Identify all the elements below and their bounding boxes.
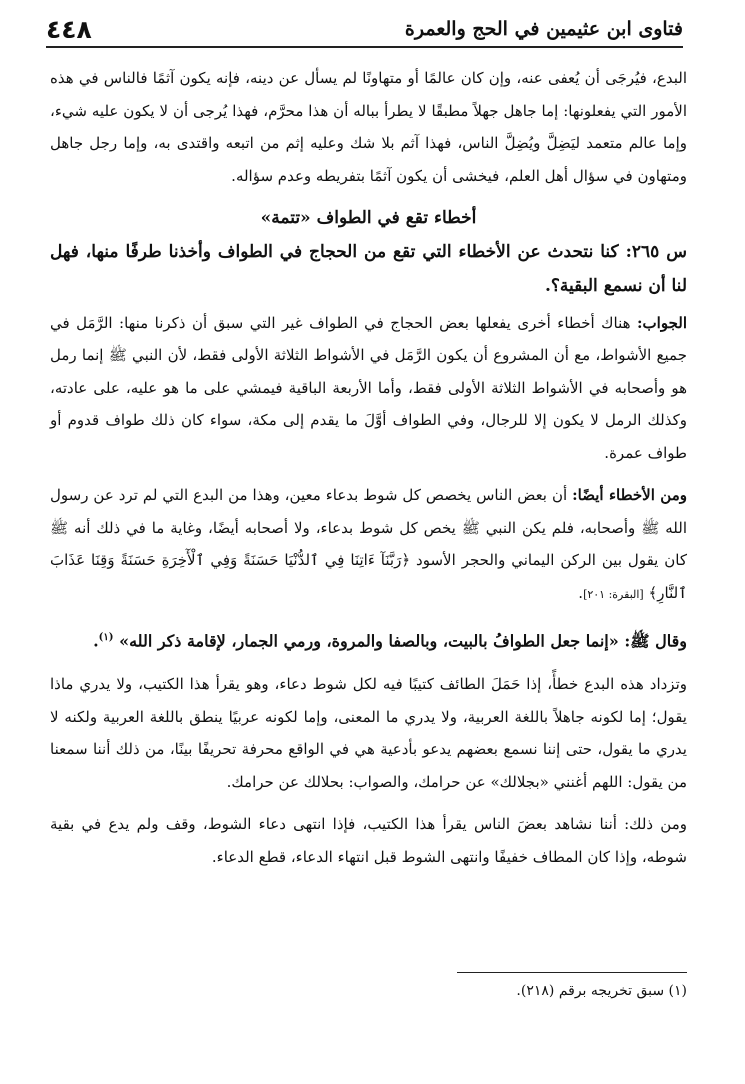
running-title: فتاوى ابن عثيمين في الحج والعمرة	[404, 18, 683, 40]
footnote: (١) سبق تخريجه برقم (٢١٨).	[516, 983, 687, 999]
question-paragraph	[50, 235, 687, 303]
question-label: س ٢٦٥:	[625, 241, 688, 262]
page-header	[46, 12, 683, 48]
hadith-text: «إنما جعل الطوافُ بالبيت، وبالصفا والمروة، ورمي الجمار، لإقامة ذكر الله»	[119, 631, 619, 651]
answer-label: الجواب:	[637, 313, 687, 332]
section-heading: أخطاء تقع في الطواف «تتمة»	[260, 208, 477, 228]
quran-verse: ﴿رَبَّنَآ ءَاتِنَا فِي ٱلدُّنْيَا حَسَنَةً وَفِي ٱلْأٓخِرَةِ حَسَنَةً وَقِنَا عَذَابَ ٱلنَّارِ﴾	[50, 551, 687, 602]
paragraph-booklet: وتزداد هذه البدع خطأً، إذا حَمَلَ الطائف كتيبًا فيه لكل شوط دعاء، وهو يقرأ هذا الكتيب، ولا يدري ماذا يقول؛ إما لكونه جاهلاً باللغة العربية، ولا يدري ما المعنى، وإما لكونه عربيًا ينطق باللغة العربية ولكنه لا يدري ما يقول، حتى إننا نسمع بعضهم يدعو بأدعية هي في الواقع محرفة تحريفًا بينًا، من ذلك أننا سمعنا من يقول: اللهم أغنني «بجلالك» عن حرامك، والصواب: بحلالك عن حرامك.	[50, 675, 687, 791]
answer-text: هناك أخطاء أخرى يفعلها بعض الحجاج في الطواف غير التي سبق أن ذكرنا منها: الرَّمَل في جميع الأشواط، مع أن المشروع أن يكون الرَّمَل في الأشواط الثلاثة الأولى فقط، لأن النبي ﷺ إنما رمل هو وأصحابه في الأشواط الثلاثة الأولى فقط، وأما الأربعة الباقية فيمشي على ما هو عليه، على عادته، وكذلك الرمل لا يكون إلا للرجال، وفي الطواف أوَّلَ ما يقدم إلى مكة، سواء كان ذلك طواف قدوم أو طواف عمرة.	[50, 313, 687, 462]
hadith-paragraph	[50, 621, 687, 658]
footnote-divider	[457, 972, 687, 973]
answer-paragraph	[50, 307, 687, 470]
question-text: كنا نتحدث عن الأخطاء التي تقع من الحجاج في الطواف وأخذنا طرفًا منها، فهل لنا أن نسمع البقية؟.	[50, 241, 687, 296]
page-body	[50, 62, 687, 883]
mistakes-text: أن بعض الناس يخصص كل شوط بدعاء معين، وهذا من البدع التي لم ترد عن رسول الله ﷺ وأصحابه، فلم يكن النبي ﷺ يخص كل شوط بدعاء، ولا أصحابه أيضًا، وغاية ما في ذلك أنه ﷺ كان يقول بين الركن اليماني والحجر الأسود	[50, 486, 687, 569]
paragraph-intro: البدع، فيُرجَى أن يُعفى عنه، وإن كان عالمًا أو متهاونًا لم يسأل عن دينه، فإنه يكون آثمًا فالناس في هذه الأمور التي يفعلونها: إما جاهل جهلاً مطبقًا لا يطرأ بباله أن هذا محرَّم، فهذا يُرجى أن لا يكون عليه شيء، وإما عالم متعمد ليَضِلَّ ويُضِلَّ الناس، فهذا آثم بلا شك وعليه إثم من اتبعه واقتدى به، وإما رجل جاهل ومتهاون في سؤال أهل العلم، فيخشى أن يكون آثمًا بتفريطه وعدم سؤاله.	[50, 69, 687, 185]
mistakes-paragraph	[50, 479, 687, 611]
page-number: ٤٤٨	[46, 14, 92, 44]
hadith-end: .	[93, 631, 99, 651]
mistakes-end: .	[578, 583, 584, 602]
mistakes-label: ومن الأخطاء أيضًا:	[572, 486, 687, 504]
hadith-intro: وقال ﷺ:	[618, 631, 687, 651]
paragraph-reading: ومن ذلك: أننا نشاهد بعضَ الناس يقرأ هذا الكتيب، فإذا انتهى دعاء الشوط، وقف ولم يدع في بقية شوطه، وإذا كان المطاف خفيفًا وانتهى الشوط قبل انتهاء الدعاء، قطع الدعاء.	[50, 815, 687, 866]
footnote-marker: (١)	[98, 632, 114, 643]
quran-reference: [البقرة: ٢٠١]	[583, 587, 644, 601]
